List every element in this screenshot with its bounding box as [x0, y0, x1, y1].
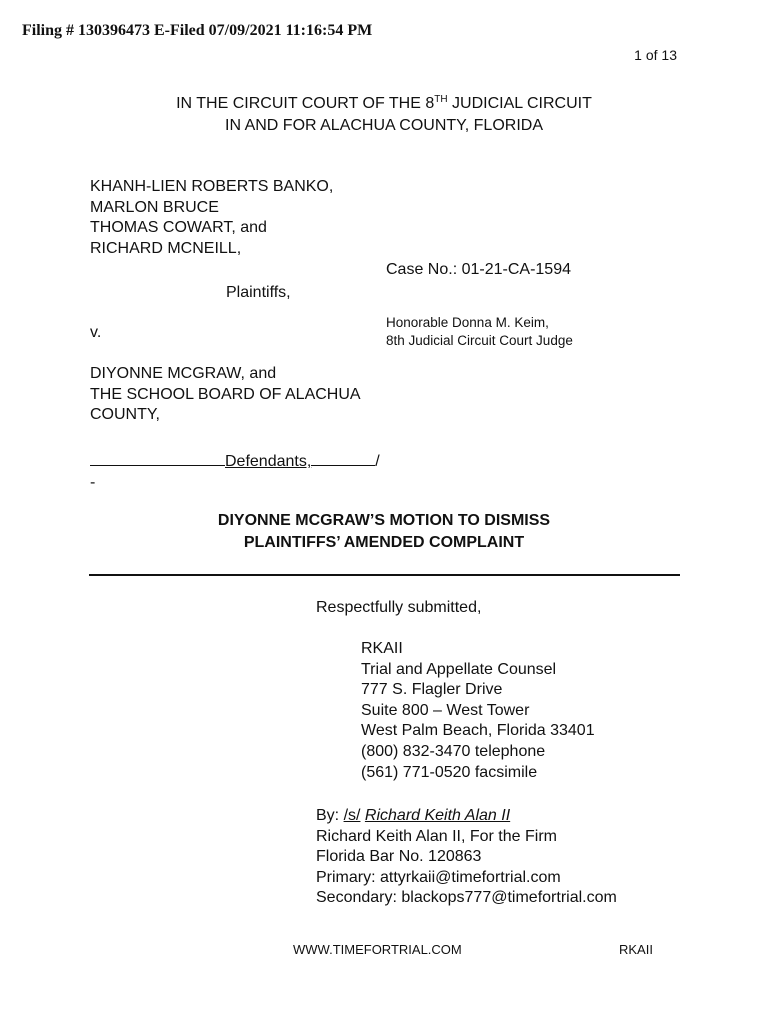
firm-line: West Palm Beach, Florida 33401 [361, 722, 595, 740]
defendant-name: DIYONNE MCGRAW, and [90, 365, 277, 382]
defendants-list [90, 364, 361, 426]
s-mark: /s/ [343, 807, 361, 824]
primary-email: Primary: attyrkaii@timefortrial.com [316, 868, 561, 886]
versus: v. [90, 324, 102, 341]
firm-phone: (800) 832-3470 telephone [361, 742, 546, 760]
signature-line [316, 806, 617, 827]
court-line1-pre: IN THE CIRCUIT COURT OF THE 8 [176, 95, 435, 112]
court-line1-superscript: TH [434, 94, 448, 105]
document-title-line2: PLAINTIFFS’ AMENDED COMPLAINT [243, 534, 525, 551]
plaintiffs-label: Plaintiffs, [226, 284, 291, 301]
title-divider [89, 574, 680, 576]
plaintiff-name: KHANH-LIEN ROBERTS BANKO, [90, 178, 334, 195]
firm-line: Trial and Appellate Counsel [361, 660, 557, 678]
defendant-name: THE SCHOOL BOARD OF ALACHUA [90, 385, 361, 403]
case-number: Case No.: 01-21-CA-1594 [386, 261, 571, 278]
footer-website: WWW.TIMEFORTRIAL.COM [293, 942, 462, 957]
underline-blank [90, 449, 225, 466]
respectfully-submitted: Respectfully submitted, [316, 599, 482, 616]
plaintiffs-list [90, 177, 333, 259]
document-title-line1: DIYONNE MCGRAW’S MOTION TO DISMISS [217, 512, 551, 529]
signature-block [316, 806, 617, 909]
by-label: By: [316, 807, 344, 824]
caption-slash: / [375, 453, 380, 470]
plaintiff-name: THOMAS COWART, and [90, 219, 267, 237]
signer-name: Richard Keith Alan II [364, 807, 511, 824]
judge-title: 8th Judicial Circuit Court Judge [386, 333, 573, 348]
defendants-signature-line [90, 449, 380, 473]
footer-initials: RKAII [619, 942, 653, 957]
court-heading-line2: IN AND FOR ALACHUA COUNTY, FLORIDA [225, 117, 543, 134]
defendant-name: COUNTY, [90, 406, 160, 424]
attorney-name: Richard Keith Alan II, For the Firm [316, 827, 557, 845]
bar-number: Florida Bar No. 120863 [316, 848, 482, 866]
firm-line: Suite 800 – West Tower [361, 701, 530, 719]
plaintiff-name: MARLON BRUCE [90, 198, 219, 216]
caption-dash: - [90, 474, 96, 491]
firm-address-block [361, 639, 595, 783]
plaintiff-name: RICHARD MCNEILL, [90, 239, 242, 257]
court-heading-line1 [0, 93, 768, 114]
filing-stamp: Filing # 130396473 E-Filed 07/09/2021 11:16:54 PM [22, 22, 373, 39]
defendants-label: Defendants, [225, 453, 312, 470]
judge-name: Honorable Donna M. Keim, [386, 315, 549, 330]
secondary-email: Secondary: blackops777@timefortrial.com [316, 889, 617, 907]
firm-line: 777 S. Flagler Drive [361, 681, 503, 699]
page-number: 1 of 13 [634, 47, 677, 63]
firm-name: RKAII [361, 640, 403, 657]
court-line1-post: JUDICIAL CIRCUIT [447, 95, 592, 112]
firm-fax: (561) 771-0520 facsimile [361, 763, 538, 781]
underline-blank [311, 449, 375, 466]
